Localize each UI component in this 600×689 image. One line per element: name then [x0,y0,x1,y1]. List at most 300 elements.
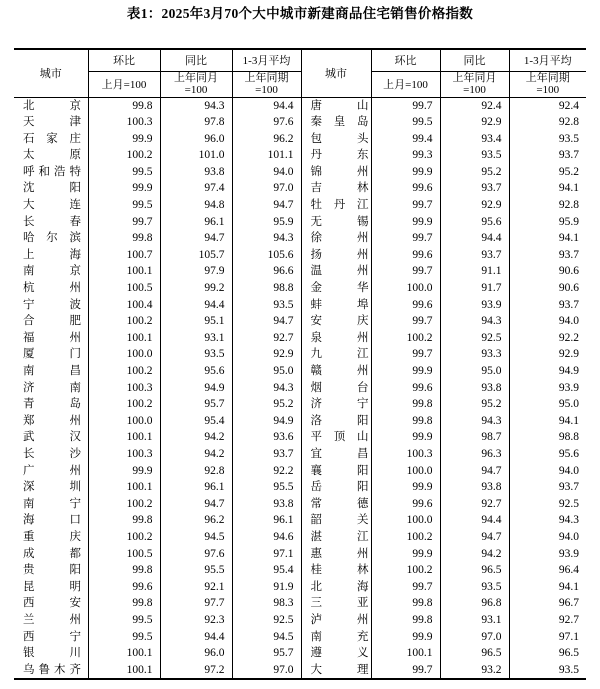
yoy-value-cell: 98.7 [440,429,509,446]
city-cell [301,363,371,380]
avg-value-cell: 90.6 [558,282,579,295]
city-name: 常德 [310,497,369,510]
city-name: 丹东 [310,149,369,162]
city-cell [301,297,371,314]
city-cell [301,512,371,529]
avg-value-cell: 90.6 [558,265,579,278]
avg-value-cell: 94.9 [232,413,301,430]
city-name: 烟台 [310,381,369,394]
city-cell [14,446,88,463]
yoy-value-cell: 94.8 [160,197,232,214]
mom-value-cell: 99.6 [371,180,440,197]
mom-value-cell: 100.2 [88,147,160,164]
city-name: 包头 [310,132,369,145]
city-cell [14,413,88,430]
mom-value-cell: 100.0 [371,463,440,480]
avg-value-cell: 92.4 [558,99,579,112]
table-row [14,263,586,280]
mom-value-cell: 100.7 [88,247,160,264]
avg-value-cell: 101.1 [232,147,301,164]
avg-value-cell: 98.3 [232,595,301,612]
city-name: 南宁 [23,497,81,510]
mom-value-cell: 99.5 [88,164,160,181]
mom-value-cell: 100.5 [88,280,160,297]
mom-value-cell: 99.9 [88,131,160,148]
avg-value-cell: 93.7 [232,446,301,463]
city-cell [301,479,371,496]
yoy-value-cell: 99.2 [160,280,232,297]
city-cell [14,180,88,197]
city-name: 长春 [23,215,81,228]
mom-value-cell: 100.5 [88,546,160,563]
yoy-value-cell: 94.3 [440,313,509,330]
city-cell [14,612,88,629]
mom-value-cell: 99.3 [371,147,440,164]
table-row [14,629,586,646]
city-name: 西宁 [23,630,81,643]
city-name: 金华 [310,282,369,295]
avg-value-cell: 95.9 [232,214,301,231]
table-row [14,180,586,197]
yoy-value-cell: 92.7 [440,496,509,513]
city-cell [301,645,371,662]
table-row [14,380,586,397]
city-cell [301,197,371,214]
table-row [14,512,586,529]
avg-value-cell: 93.7 [558,298,579,311]
header-avg-left: 1-3月平均 [232,49,301,71]
mom-value-cell: 99.5 [88,197,160,214]
mom-value-cell: 99.8 [88,595,160,612]
yoy-value-cell: 95.7 [160,396,232,413]
avg-value-cell: 94.3 [232,230,301,247]
table-row [14,595,586,612]
avg-value-cell: 94.9 [558,365,579,377]
header-mom-right: 环比 [371,49,440,71]
city-name: 扬州 [310,248,369,261]
avg-value-cell: 98.8 [232,280,301,297]
city-cell [14,197,88,214]
mom-value-cell: 100.1 [371,645,440,662]
mom-value-cell: 100.1 [88,662,160,680]
avg-value-cell: 95.6 [558,447,579,460]
city-name: 西安 [23,597,81,610]
header-yoy-base-line1: 上年同月 [174,71,218,84]
avg-value-cell: 92.9 [558,348,579,361]
city-name: 温州 [310,265,369,278]
city-cell [301,214,371,231]
avg-value-cell: 93.9 [558,381,579,394]
yoy-value-cell: 96.1 [160,214,232,231]
city-cell [301,147,371,164]
avg-value-cell: 96.4 [558,564,579,577]
avg-value-cell: 92.5 [558,497,579,510]
mom-value-cell: 100.1 [88,479,160,496]
mom-value-cell: 99.8 [371,413,440,430]
price-index-table [14,48,586,680]
avg-value-cell: 96.1 [232,512,301,529]
city-cell [301,247,371,264]
yoy-value-cell: 93.1 [160,330,232,347]
city-cell [301,529,371,546]
table-row [14,230,586,247]
header-yoy-base-left [160,71,232,97]
mom-value-cell: 99.8 [88,230,160,247]
mom-value-cell: 100.0 [88,413,160,430]
mom-value-cell: 100.0 [88,346,160,363]
avg-value-cell: 92.7 [232,330,301,347]
city-name: 天津 [23,116,81,129]
city-name: 湛江 [310,530,369,543]
city-cell [14,562,88,579]
yoy-value-cell: 95.6 [440,214,509,231]
table-row [14,429,586,446]
header-avg-base-line1: 上年同期 [244,71,289,84]
avg-value-cell: 95.0 [558,398,579,411]
city-name: 唐山 [310,99,369,112]
city-name: 平顶山 [310,431,369,444]
yoy-value-cell: 95.0 [440,363,509,380]
city-name: 秦皇岛 [310,116,369,129]
city-name: 济宁 [310,398,369,411]
avg-value-cell: 105.6 [232,247,301,264]
mom-value-cell: 99.7 [371,313,440,330]
city-name: 大理 [310,663,369,676]
mom-value-cell: 100.2 [88,313,160,330]
yoy-value-cell: 94.9 [160,380,232,397]
yoy-value-cell: 95.6 [160,363,232,380]
city-name: 郑州 [23,414,81,427]
city-cell [14,546,88,563]
city-cell [301,396,371,413]
avg-value-cell: 93.9 [558,547,579,560]
table-row [14,413,586,430]
yoy-value-cell: 93.5 [440,147,509,164]
city-cell [301,180,371,197]
city-cell [301,429,371,446]
city-name: 洛阳 [310,414,369,427]
header-city-right: 城市 [301,49,371,97]
city-name: 赣州 [310,365,369,377]
table-row [14,247,586,264]
mom-value-cell: 99.7 [371,97,440,114]
mom-value-cell: 100.0 [371,280,440,297]
yoy-value-cell: 94.5 [160,529,232,546]
city-cell [301,662,371,680]
avg-value-cell: 96.6 [232,263,301,280]
city-name: 呼和浩特 [23,165,81,178]
table-row [14,214,586,231]
yoy-value-cell: 92.9 [440,197,509,214]
header-yoy-base-line2: =100 [463,84,486,96]
city-cell [14,346,88,363]
avg-value-cell: 93.6 [232,429,301,446]
city-cell [301,280,371,297]
city-cell [14,131,88,148]
header-avg-right: 1-3月平均 [509,49,586,71]
yoy-value-cell: 95.2 [440,396,509,413]
mom-value-cell: 99.7 [371,662,440,680]
city-cell [301,595,371,612]
city-cell [14,263,88,280]
city-name: 杭州 [23,282,81,295]
avg-value-cell: 96.2 [232,131,301,148]
yoy-value-cell: 94.4 [160,629,232,646]
avg-value-cell: 95.2 [558,165,579,178]
table-row [14,297,586,314]
table-row [14,97,586,114]
yoy-value-cell: 93.8 [160,164,232,181]
mom-value-cell: 99.9 [88,180,160,197]
city-name: 济南 [23,381,81,394]
table-row [14,645,586,662]
yoy-value-cell: 95.5 [160,562,232,579]
city-cell [301,313,371,330]
avg-value-cell: 96.7 [558,597,579,610]
city-cell [301,446,371,463]
mom-value-cell: 99.6 [88,579,160,596]
city-name: 惠州 [310,547,369,560]
avg-value-cell: 93.5 [558,663,579,676]
table-row [14,313,586,330]
header-mom-base-right: 上月=100 [371,71,440,97]
city-name: 福州 [23,331,81,344]
yoy-value-cell: 95.2 [440,164,509,181]
mom-value-cell: 99.7 [371,197,440,214]
yoy-value-cell: 94.2 [160,429,232,446]
city-name: 岳阳 [310,481,369,494]
mom-value-cell: 99.6 [371,496,440,513]
avg-value-cell: 94.5 [232,629,301,646]
yoy-value-cell: 97.9 [160,263,232,280]
yoy-value-cell: 91.7 [440,280,509,297]
avg-value-cell: 97.1 [558,630,579,643]
city-name: 深圳 [23,481,81,494]
city-cell [14,380,88,397]
city-cell [301,463,371,480]
city-cell [14,363,88,380]
city-cell [14,595,88,612]
city-cell [301,562,371,579]
mom-value-cell: 100.2 [88,363,160,380]
avg-value-cell: 94.1 [558,580,579,593]
city-name: 大连 [23,199,81,212]
city-cell [301,612,371,629]
city-name: 蚌埠 [310,298,369,311]
avg-value-cell: 94.6 [232,529,301,546]
city-name: 牡丹江 [310,199,369,212]
city-name: 遵义 [310,647,369,660]
yoy-value-cell: 93.4 [440,131,509,148]
avg-value-cell: 92.8 [558,116,579,129]
table-row [14,330,586,347]
city-cell [14,147,88,164]
yoy-value-cell: 93.7 [440,247,509,264]
header-avg-base-left [232,71,301,97]
avg-value-cell: 97.0 [232,662,301,680]
header-yoy-left: 同比 [160,49,232,71]
city-name: 三亚 [310,597,369,610]
city-name: 海口 [23,514,81,527]
avg-value-cell: 92.7 [558,613,579,626]
table-row [14,446,586,463]
table-row [14,131,586,148]
mom-value-cell: 100.1 [88,263,160,280]
avg-value-cell: 94.1 [558,414,579,427]
avg-value-cell: 93.7 [558,149,579,162]
mom-value-cell: 100.2 [88,529,160,546]
city-name: 吉林 [310,182,369,195]
city-name: 兰州 [23,613,81,626]
avg-value-cell: 92.9 [232,346,301,363]
city-cell [14,330,88,347]
mom-value-cell: 100.0 [371,512,440,529]
mom-value-cell: 99.8 [88,512,160,529]
yoy-value-cell: 94.7 [160,496,232,513]
mom-value-cell: 99.9 [371,629,440,646]
avg-value-cell: 93.5 [232,297,301,314]
mom-value-cell: 99.7 [88,214,160,231]
yoy-value-cell: 96.3 [440,446,509,463]
mom-value-cell: 100.1 [88,330,160,347]
avg-value-cell: 94.3 [232,380,301,397]
city-cell [301,346,371,363]
city-cell [14,496,88,513]
city-name: 北海 [310,580,369,593]
yoy-value-cell: 94.4 [160,297,232,314]
yoy-value-cell: 95.1 [160,313,232,330]
city-cell [301,330,371,347]
header-yoy-base-line2: =100 [184,84,208,96]
mom-value-cell: 99.6 [371,380,440,397]
header-mom-base-left: 上月=100 [88,71,160,97]
city-cell [301,97,371,114]
header-avg-base-line1: 上年同期 [525,71,570,84]
yoy-value-cell: 93.5 [440,579,509,596]
city-cell [14,463,88,480]
city-name: 安庆 [310,315,369,328]
table-row [14,612,586,629]
city-name: 南昌 [23,365,81,377]
avg-value-cell: 94.0 [558,530,579,543]
table-row [14,280,586,297]
yoy-value-cell: 94.7 [440,529,509,546]
city-cell [301,164,371,181]
city-name: 南充 [310,630,369,643]
mom-value-cell: 100.1 [88,429,160,446]
mom-value-cell: 99.9 [371,363,440,380]
yoy-value-cell: 94.4 [440,512,509,529]
avg-value-cell: 93.5 [558,132,579,145]
table-row [14,396,586,413]
city-cell [14,97,88,114]
yoy-value-cell: 93.3 [440,346,509,363]
yoy-value-cell: 92.4 [440,97,509,114]
avg-value-cell: 92.5 [232,612,301,629]
yoy-value-cell: 97.7 [160,595,232,612]
avg-value-cell: 94.3 [558,514,579,527]
city-name: 乌鲁木齐 [23,663,81,676]
avg-value-cell: 94.1 [558,182,579,195]
mom-value-cell: 99.8 [371,612,440,629]
page-title: 表1：2025年3月70个大中城市新建商品住宅销售价格指数 [126,6,474,21]
city-name: 徐州 [310,232,369,245]
yoy-value-cell: 93.7 [440,180,509,197]
yoy-value-cell: 94.7 [440,463,509,480]
city-cell [14,479,88,496]
mom-value-cell: 99.4 [371,131,440,148]
city-cell [14,579,88,596]
city-name: 沈阳 [23,182,81,195]
yoy-value-cell: 93.2 [440,662,509,680]
yoy-value-cell: 97.8 [160,114,232,131]
mom-value-cell: 100.2 [371,529,440,546]
city-name: 锦州 [310,165,369,178]
table-row [14,346,586,363]
header-avg-base-right [509,71,586,97]
yoy-value-cell: 96.1 [160,479,232,496]
yoy-value-cell: 92.1 [160,579,232,596]
avg-value-cell: 94.7 [232,197,301,214]
yoy-value-cell: 96.0 [160,645,232,662]
mom-value-cell: 100.3 [88,446,160,463]
yoy-value-cell: 94.3 [160,97,232,114]
avg-value-cell: 95.9 [558,215,579,228]
city-name: 泸州 [310,613,369,626]
table-row [14,496,586,513]
city-cell [14,214,88,231]
mom-value-cell: 100.1 [88,645,160,662]
city-name: 宜昌 [310,447,369,460]
city-name: 北京 [23,99,81,112]
city-name: 合肥 [23,315,81,328]
header-yoy-base-right [440,71,509,97]
header-city-left: 城市 [14,49,88,97]
city-name: 昆明 [23,580,81,593]
mom-value-cell: 99.7 [371,579,440,596]
avg-value-cell: 93.8 [232,496,301,513]
table-row [14,164,586,181]
mom-value-cell: 99.8 [371,595,440,612]
table-header [14,49,586,97]
city-cell [14,629,88,646]
avg-value-cell: 98.8 [558,431,579,444]
yoy-value-cell: 96.0 [160,131,232,148]
avg-value-cell: 94.0 [558,464,579,477]
mom-value-cell: 99.9 [371,479,440,496]
city-name: 武汉 [23,431,81,444]
yoy-value-cell: 92.9 [440,114,509,131]
avg-value-cell: 93.7 [558,481,579,494]
avg-value-cell: 94.0 [558,315,579,328]
city-cell [14,662,88,680]
city-cell [301,629,371,646]
city-name: 银川 [23,647,81,660]
header-avg-base-line2: =100 [536,84,560,96]
yoy-value-cell: 93.8 [440,479,509,496]
avg-value-cell: 97.1 [232,546,301,563]
avg-value-cell: 95.4 [232,562,301,579]
yoy-value-cell: 101.0 [160,147,232,164]
mom-value-cell: 100.3 [371,446,440,463]
city-name: 泉州 [310,331,369,344]
avg-value-cell: 92.8 [558,199,579,212]
mom-value-cell: 99.9 [88,463,160,480]
mom-value-cell: 99.7 [371,230,440,247]
avg-value-cell: 94.7 [232,313,301,330]
yoy-value-cell: 93.9 [440,297,509,314]
avg-value-cell: 94.4 [232,97,301,114]
